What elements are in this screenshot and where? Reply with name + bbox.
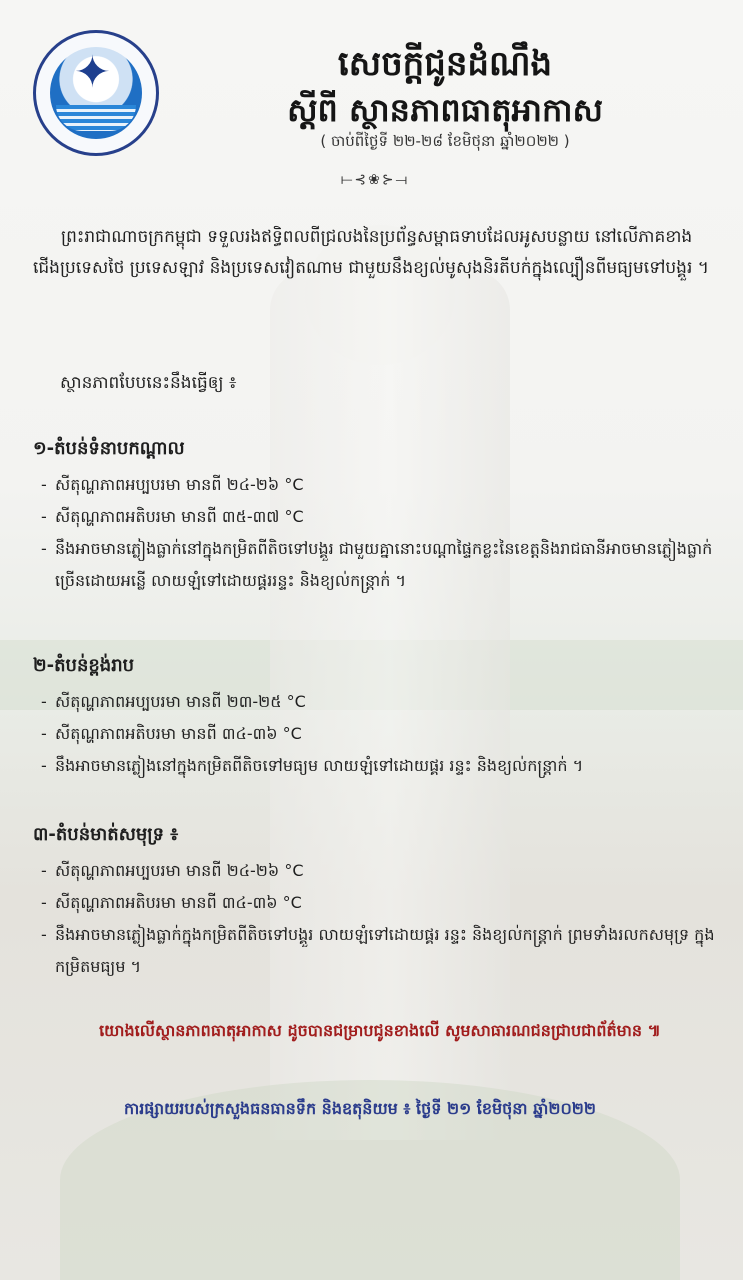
date-range: ( ចាប់ពីថ្ងៃទី ២២-២៨ ខែមិថុនា ឆ្នាំ២០២២ ) xyxy=(320,132,570,150)
public-notice: យោងលើស្ថានភាពធាតុអាកាស ដូចបានជម្រាបជូនខាងលើ សូមសាធារណជនជ្រាបជាព័ត៌មាន ៕ xyxy=(99,1021,661,1040)
region-plateau xyxy=(33,653,723,782)
page-subtitle: ស្ដីពី ស្ថានភាពធាតុអាកាស xyxy=(287,91,603,129)
compass-star-icon: ✦ xyxy=(74,47,111,98)
publication-footer: ការផ្សាយរបស់ក្រសួងធនធានទឹក និងឧតុនិយម ៖ ថ្ងៃទី ២១ ខែមិថុនា ឆ្នាំ២០២២ xyxy=(123,1099,596,1118)
region-central-lowlands xyxy=(33,436,723,597)
region-items xyxy=(33,855,723,983)
ornament-divider: ⟝⊰❀⊱⟞ xyxy=(340,172,410,188)
region-heading: ២-តំបន់ខ្ពង់រាប xyxy=(33,655,135,676)
list-item: - នឹងអាចមានភ្លៀងនៅក្នុងកម្រិតពីតិចទៅមធ្យម លាយឡំទៅដោយផ្គរ រន្ទះ និងខ្យល់កន្ត្រាក់ ។ xyxy=(33,750,723,782)
list-item: - សីតុណ្ហភាពអតិបរមា មានពី ៣៤-៣៦ °C xyxy=(33,887,723,919)
region-items xyxy=(33,686,723,782)
region-heading: ៣-តំបន់មាត់សមុទ្រ ៖ xyxy=(33,824,179,845)
list-item: - សីតុណ្ហភាពអប្បបរមា មានពី ២៤-២៦ °C xyxy=(33,855,723,887)
region-heading: ១-តំបន់ទំនាបកណ្ដាល xyxy=(33,438,185,459)
region-coastal xyxy=(33,822,723,983)
list-item: - សីតុណ្ហភាពអប្បបរមា មានពី ២៣-២៥ °C xyxy=(33,686,723,718)
list-item: - សីតុណ្ហភាពអប្បបរមា មានពី ២៤-២៦ °C xyxy=(33,469,723,501)
list-item: - សីតុណ្ហភាពអតិបរមា មានពី ៣៤-៣៦ °C xyxy=(33,718,723,750)
list-item: - នឹងអាចមានភ្លៀងធ្លាក់ក្នុងកម្រិតពីតិចទៅបង្គួរ លាយឡំទៅដោយផ្គរ រន្ទះ និងខ្យល់កន្ត្រាក់ ព្រមទាំងរលកសមុទ្រ ក្នុងកម្រិតមធ្យម ។ xyxy=(33,919,723,983)
intro-paragraph: ព្រះរាជាណាចក្រកម្ពុជា ទទួលរងឥទ្ធិពលពីជ្រលងនៃប្រព័ន្ធសម្ពាធទាបដែលអូសបន្លាយ នៅលើភាគខាងជើងប្រទេសថៃ ប្រទេសឡាវ និងប្រទេសវៀតណាម ជាមួយនឹងខ្យល់មូសុងនិរតីបក់ក្នុងល្បឿនពីមធ្យមទៅបង្គួរ ។ xyxy=(33,227,709,278)
effects-intro: ស្ថានភាពបែបនេះនឹងធ្វើឲ្យ ៖ xyxy=(60,373,237,393)
page-title: សេចក្ដីជូនដំណឹង xyxy=(337,44,553,84)
region-items xyxy=(33,469,723,597)
list-item: - នឹងអាចមានភ្លៀងធ្លាក់នៅក្នុងកម្រិតពីតិចទៅបង្គួរ ជាមួយគ្នានោះបណ្ដាផ្ទៃកខ្លះនៃខេត្តនិងរាជធានីអាចមានភ្លៀងធ្លាក់ច្រើនដោយអន្លើ លាយឡំទៅដោយផ្គររន្ទះ និងខ្យល់កន្ត្រាក់ ។ xyxy=(33,533,723,597)
ministry-logo xyxy=(33,30,159,156)
list-item: - សីតុណ្ហភាពអតិបរមា មានពី ៣៥-៣៧ °C xyxy=(33,501,723,533)
